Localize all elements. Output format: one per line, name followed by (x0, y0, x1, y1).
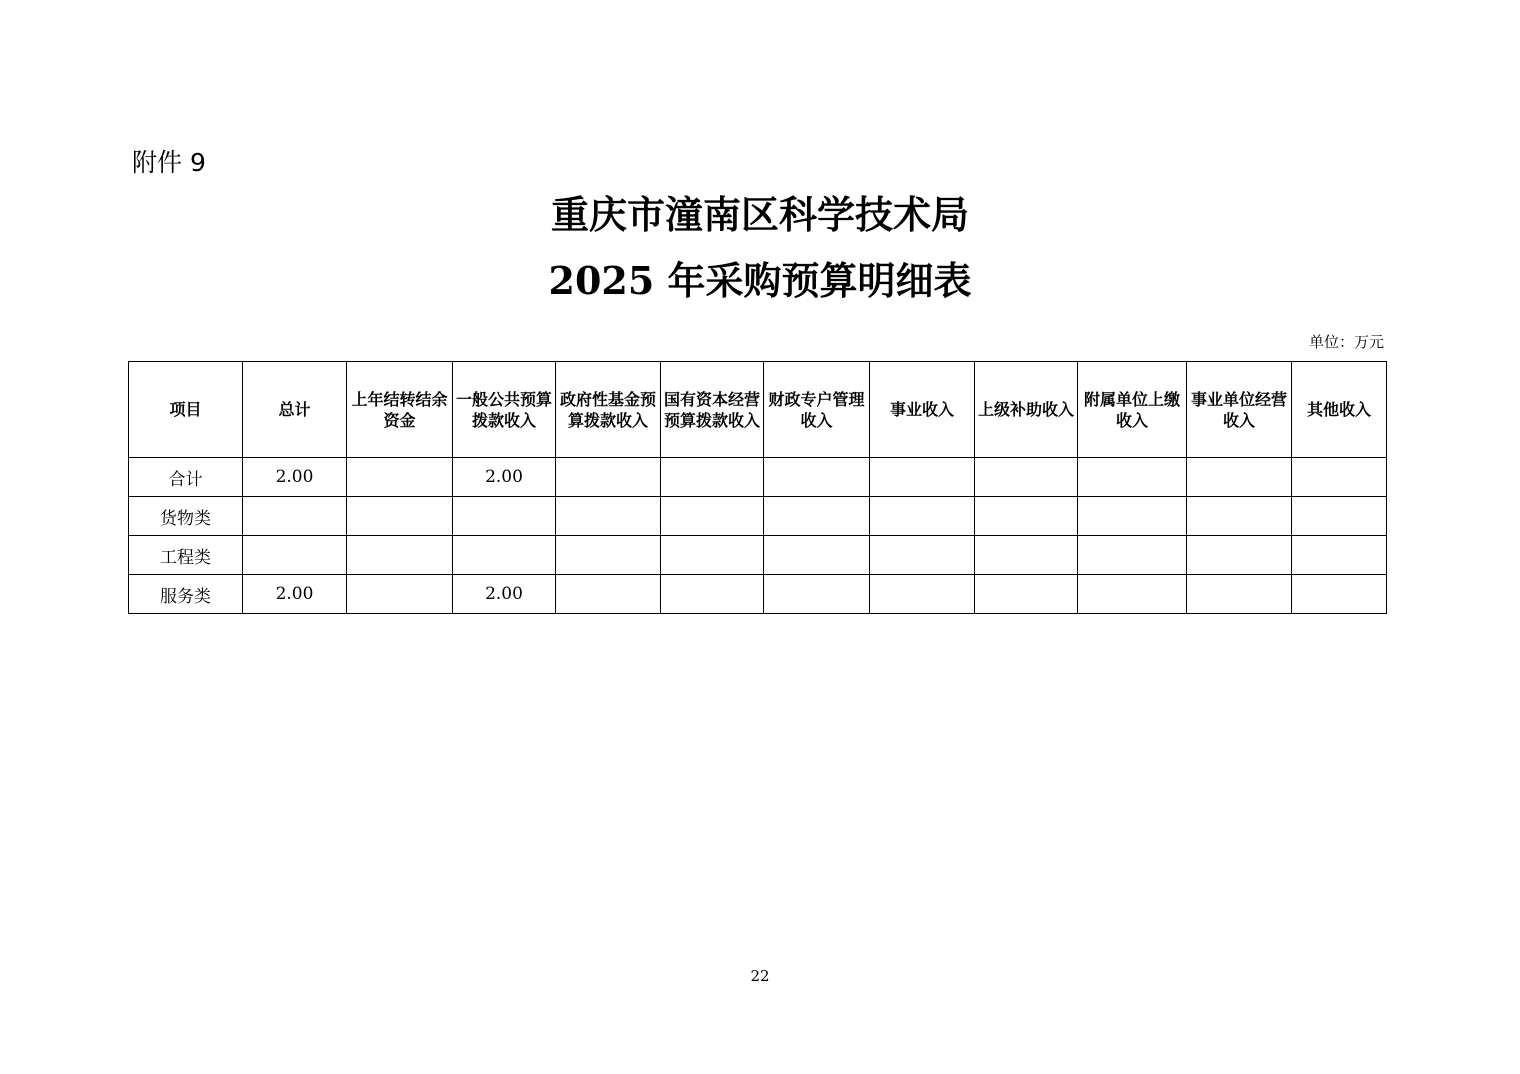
table-cell (556, 458, 661, 497)
table-cell (1187, 458, 1292, 497)
document-subtitle: 2025 年采购预算明细表 (548, 258, 972, 303)
header-carryover-funds: 上年结转结余资金 (347, 362, 453, 458)
table-cell (764, 458, 870, 497)
table-cell (764, 497, 870, 536)
table-cell (870, 497, 975, 536)
table-cell (975, 575, 1078, 614)
table-cell (975, 536, 1078, 575)
header-total: 总计 (243, 362, 347, 458)
header-item: 项目 (129, 362, 243, 458)
table-cell (347, 536, 453, 575)
table-cell (661, 458, 764, 497)
header-government-fund-budget: 政府性基金预算拨款收入 (556, 362, 661, 458)
table-cell (1292, 458, 1387, 497)
table-cell (661, 536, 764, 575)
header-special-account-income: 财政专户管理收入 (764, 362, 870, 458)
table-cell: 服务类 (129, 575, 243, 614)
table-cell (1187, 536, 1292, 575)
table-cell: 2.00 (243, 458, 347, 497)
table-cell (556, 536, 661, 575)
table-cell (1078, 458, 1187, 497)
table-cell (764, 536, 870, 575)
table-cell (347, 458, 453, 497)
table-cell: 2.00 (243, 575, 347, 614)
header-general-public-budget: 一般公共预算拨款收入 (453, 362, 556, 458)
header-superior-subsidy: 上级补助收入 (975, 362, 1078, 458)
table-cell (243, 497, 347, 536)
table-cell (1078, 497, 1187, 536)
table-cell (1078, 575, 1187, 614)
table-cell (347, 497, 453, 536)
table-cell (661, 497, 764, 536)
table-cell (1292, 497, 1387, 536)
table-cell (1292, 575, 1387, 614)
header-other-income: 其他收入 (1292, 362, 1387, 458)
table-cell (453, 497, 556, 536)
document-title: 重庆市潼南区科学技术局 (550, 192, 969, 237)
table-row (129, 536, 1387, 575)
table-cell (243, 536, 347, 575)
table-cell (764, 575, 870, 614)
table-cell (870, 458, 975, 497)
procurement-budget-table (128, 361, 1387, 614)
table-cell (1187, 575, 1292, 614)
header-operating-income: 事业单位经营收入 (1187, 362, 1292, 458)
table-cell (556, 497, 661, 536)
table-cell: 2.00 (453, 458, 556, 497)
table-cell (1187, 497, 1292, 536)
table-row (129, 458, 1387, 497)
page-number: 22 (750, 967, 770, 985)
table-cell: 2.00 (453, 575, 556, 614)
attachment-label: 附件 9 (132, 148, 206, 177)
table-cell: 工程类 (129, 536, 243, 575)
table-cell (1078, 536, 1187, 575)
table-cell: 合计 (129, 458, 243, 497)
table-cell (975, 497, 1078, 536)
header-business-income: 事业收入 (870, 362, 975, 458)
table-row (129, 575, 1387, 614)
table-row (129, 497, 1387, 536)
unit-label: 单位：万元 (1308, 333, 1384, 351)
header-affiliated-remittance: 附属单位上缴收入 (1078, 362, 1187, 458)
table-cell (453, 536, 556, 575)
table-cell (870, 536, 975, 575)
header-state-capital-budget: 国有资本经营预算拨款收入 (661, 362, 764, 458)
table-cell (975, 458, 1078, 497)
table-header-row (129, 362, 1387, 458)
table-cell (556, 575, 661, 614)
table-cell (661, 575, 764, 614)
table-cell: 货物类 (129, 497, 243, 536)
table-cell (347, 575, 453, 614)
table-cell (1292, 536, 1387, 575)
table-cell (870, 575, 975, 614)
